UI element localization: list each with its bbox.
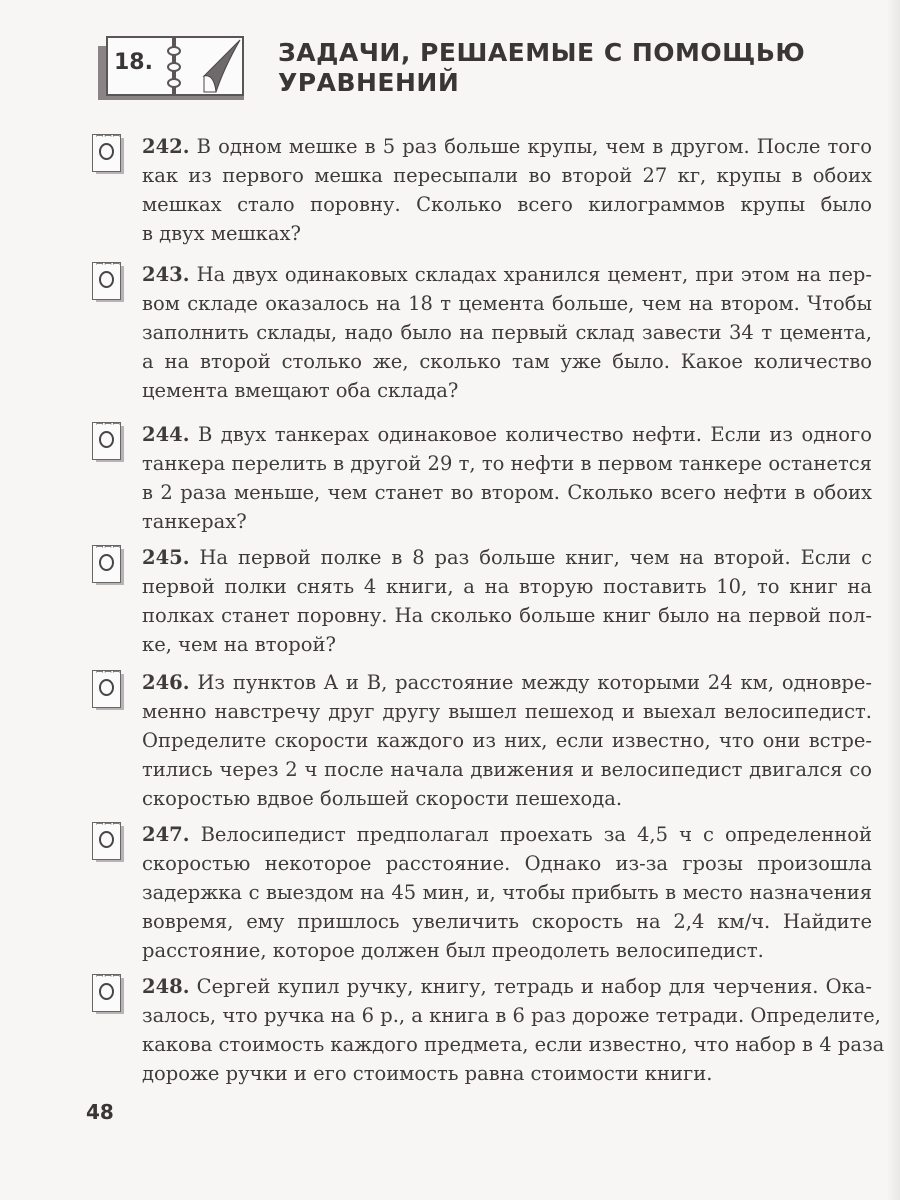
- section-number: 18.: [114, 50, 153, 75]
- problem-number: 242.: [142, 135, 190, 158]
- problem-number: 244.: [142, 423, 190, 446]
- problem-text: 246. Из пунктов A и B, расстояние между которыми 24 км, одновре- менно навстречу друг другу вышел пешеход и выехал велосипедист. Определите скорости каждого из них, если известно, что они встре- тились через 2 ч после начала движения и велосипедист двигался со скоростью вдвое большей скорости пешехода.: [142, 671, 872, 810]
- problem-number: 248.: [142, 975, 190, 998]
- notepad-circle-icon: ꟷꟷꟷ: [92, 668, 128, 712]
- problem-number: 247.: [142, 823, 190, 846]
- page-edge-shadow: [886, 0, 900, 1200]
- notepad-circle-icon: ꟷꟷꟷ: [92, 972, 128, 1016]
- notepad-circle-icon: ꟷꟷꟷ: [92, 132, 128, 176]
- problem-text: 245. На первой полке в 8 раз больше книг, чем на второй. Если с первой полки снять 4 книги, а на вторую поставить 10, то книг на полках станет поровну. На сколько больше книг было на первой пол- ке, чем на второй?: [142, 546, 873, 656]
- problem-number: 245.: [142, 546, 190, 569]
- problem-text: 247. Велосипедист предполагал проехать за 4,5 ч с определенной скоростью некоторое расстояние. Однако из-за грозы произошла задержка с выездом на 45 мин, и, чтобы прибыть в место назначения вовремя, ему пришлось увеличить скорость на 2,4 км/ч. Найдите расстояние, которое должен был преодолеть велосипедист.: [142, 823, 872, 962]
- problem-number: 243.: [142, 263, 190, 286]
- page-curl-icon: [196, 38, 242, 94]
- section-badge: [98, 34, 248, 102]
- problem-text: 248. Сергей купил ручку, книгу, тетрадь и набор для черчения. Ока- залось, что ручка на 6 р., а книга в 6 раз дороже тетради. Определите, какова стоимость каждого предмета, если известно, что набор в 4 раза дороже ручки и его стоимость равна стоимости книги.: [142, 975, 885, 1085]
- section-title: [278, 38, 805, 98]
- section-title-line-2: УРАВНЕНИЙ: [278, 68, 460, 97]
- problem-number: 246.: [142, 671, 190, 694]
- notepad-circle-icon: ꟷꟷꟷ: [92, 820, 128, 864]
- section-header: [98, 34, 878, 114]
- problem-text: 244. В двух танкерах одинаковое количество нефти. Если из одного танкера перелить в другой 29 т, то нефти в первом танкере останется в 2 раза меньше, чем станет во втором. Сколько всего нефти в обоих танкерах?: [142, 423, 872, 533]
- section-title-line-1: ЗАДАЧИ, РЕШАЕМЫЕ С ПОМОЩЬЮ: [278, 38, 806, 67]
- spiral-rings-icon: [167, 46, 181, 90]
- problem-text: 242. В одном мешке в 5 раз больше крупы, чем в другом. После того как из первого мешка пересыпали во второй 27 кг, крупы в обоих мешках стало поровну. Сколько всего килограммов крупы было в двух мешках?: [142, 135, 873, 245]
- problem-text: 243. На двух одинаковых складах хранился цемент, при этом на пер- вом складе оказалось на 18 т цемента больше, чем на втором. Чтобы заполнить склады, надо было на первый склад завести 34 т цемента, а на второй столько же, сколько там уже было. Какое количество цемента вмещают оба склада?: [142, 263, 872, 402]
- notepad-circle-icon: ꟷꟷꟷ: [92, 260, 128, 304]
- notepad-circle-icon: ꟷꟷꟷ: [92, 543, 128, 587]
- page-number: 48: [86, 1100, 114, 1124]
- notepad-circle-icon: ꟷꟷꟷ: [92, 420, 128, 464]
